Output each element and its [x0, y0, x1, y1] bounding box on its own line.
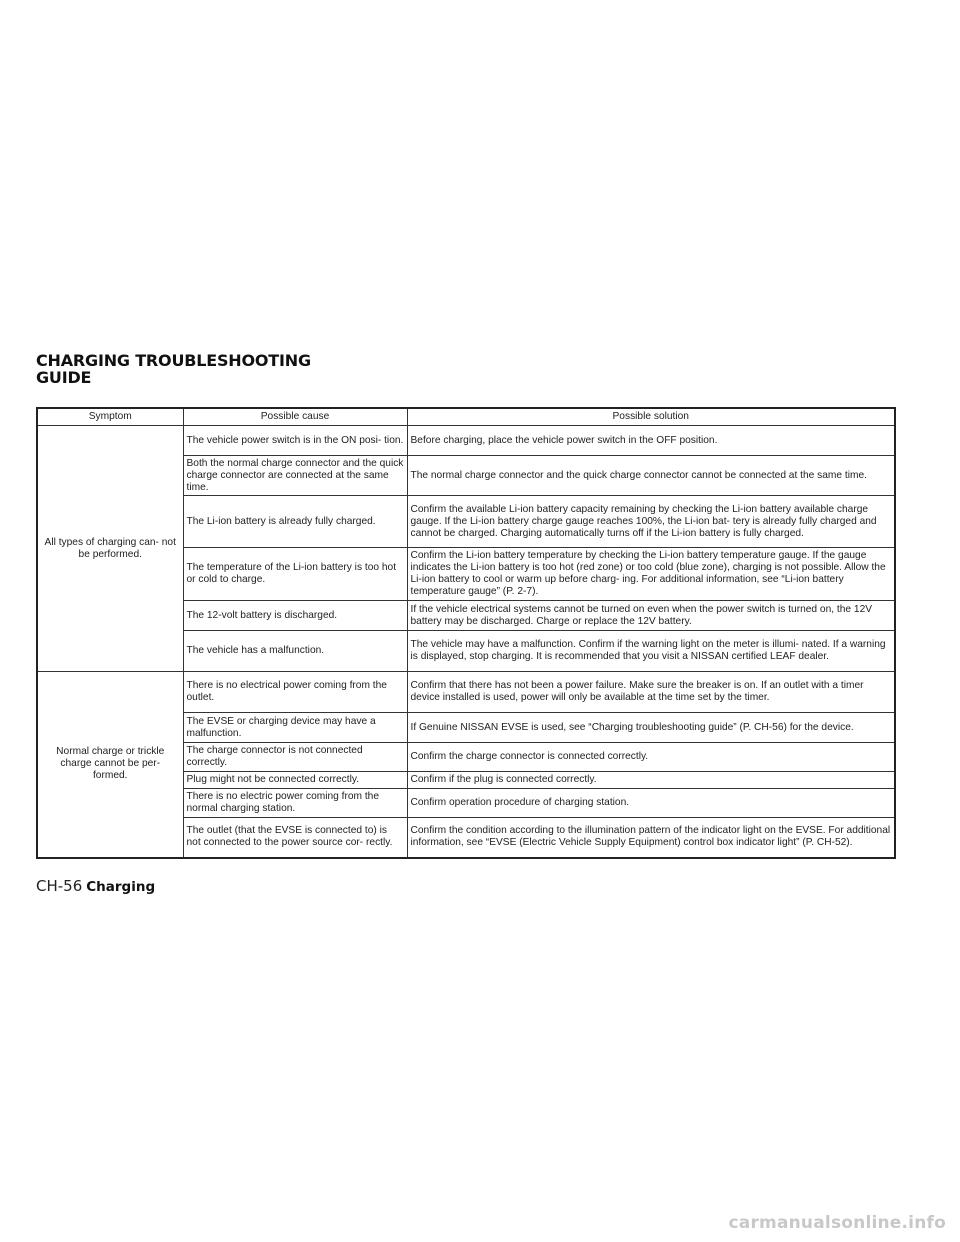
cause-cell: Plug might not be connected correctly.	[183, 772, 407, 789]
solution-cell: Confirm that there has not been a power failure. Make sure the breaker is on. If an outlet with a timer device installed is used, power will only be available at the time set by the timer.	[407, 672, 895, 713]
symptom-cell: All types of charging can- not be performed.	[37, 426, 183, 672]
cause-cell: The EVSE or charging device may have a malfunction.	[183, 713, 407, 743]
solution-cell: Confirm the charge connector is connected correctly.	[407, 743, 895, 772]
header-possible-solution: Possible solution	[407, 408, 895, 426]
table-row	[37, 426, 895, 456]
cause-cell: The charge connector is not connected correctly.	[183, 743, 407, 772]
cause-cell: Both the normal charge connector and the quick charge connector are connected at the same time.	[183, 456, 407, 496]
symptom-cell: Normal charge or trickle charge cannot be per- formed.	[37, 672, 183, 858]
solution-cell: Confirm the available Li-ion battery capacity remaining by checking the Li-ion battery available charge gauge. If the Li-ion battery charge gauge reaches 100%, the Li-ion bat- tery is already fully charged and cannot be charged. Charging automatically turns off if the Li-ion battery is fully charged.	[407, 496, 895, 548]
cause-cell: The 12-volt battery is discharged.	[183, 601, 407, 631]
page-footer	[36, 876, 155, 895]
cause-cell: There is no electrical power coming from the outlet.	[183, 672, 407, 713]
solution-cell: If Genuine NISSAN EVSE is used, see “Charging troubleshooting guide” (P. CH-56) for the device.	[407, 713, 895, 743]
solution-cell: Confirm the condition according to the illumination pattern of the indicator light on the EVSE. For additional information, see “EVSE (Electric Vehicle Supply Equipment) control box indicator light” (P. CH-52).	[407, 818, 895, 858]
solution-cell: Confirm the Li-ion battery temperature by checking the Li-ion battery temperature gauge. If the gauge indicates the Li-ion battery is too hot (red zone) or too cold (blue zone), charging is not possible. Allow the Li-ion battery to cool or warm up before charg- ing. For additional information, see “Li-ion battery temperature gauge” (P. 2-7).	[407, 548, 895, 601]
section-name: Charging	[86, 879, 156, 895]
cause-cell: There is no electric power coming from the normal charging station.	[183, 789, 407, 818]
solution-cell: Confirm operation procedure of charging station.	[407, 789, 895, 818]
cause-cell: The temperature of the Li-ion battery is too hot or cold to charge.	[183, 548, 407, 601]
solution-cell: The vehicle may have a malfunction. Confirm if the warning light on the meter is illumi- nated. If a warning is displayed, stop charging. It is recommended that you visit a NISSAN certified LEAF dealer.	[407, 631, 895, 672]
header-possible-cause: Possible cause	[183, 408, 407, 426]
cause-cell: The outlet (that the EVSE is connected to) is not connected to the power source cor- rectly.	[183, 818, 407, 858]
table-row	[37, 672, 895, 713]
troubleshooting-table	[36, 407, 896, 859]
cause-cell: The vehicle power switch is in the ON posi- tion.	[183, 426, 407, 456]
solution-cell: Confirm if the plug is connected correctly.	[407, 772, 895, 789]
section-heading-line-1: CHARGING TROUBLESHOOTING	[36, 351, 311, 370]
page-number: CH-56	[36, 877, 83, 895]
table-header-row	[37, 408, 895, 426]
cause-cell: The vehicle has a malfunction.	[183, 631, 407, 672]
solution-cell: If the vehicle electrical systems cannot be turned on even when the power switch is turned on, the 12V battery may be discharged. Charge or replace the 12V battery.	[407, 601, 895, 631]
watermark: carmanualsonline.info	[728, 1213, 946, 1233]
solution-cell: The normal charge connector and the quick charge connector cannot be connected at the same time.	[407, 456, 895, 496]
header-symptom: Symptom	[37, 408, 183, 426]
cause-cell: The Li-ion battery is already fully charged.	[183, 496, 407, 548]
solution-cell: Before charging, place the vehicle power switch in the OFF position.	[407, 426, 895, 456]
section-heading-line-2: GUIDE	[36, 368, 92, 387]
section-heading	[36, 352, 311, 386]
